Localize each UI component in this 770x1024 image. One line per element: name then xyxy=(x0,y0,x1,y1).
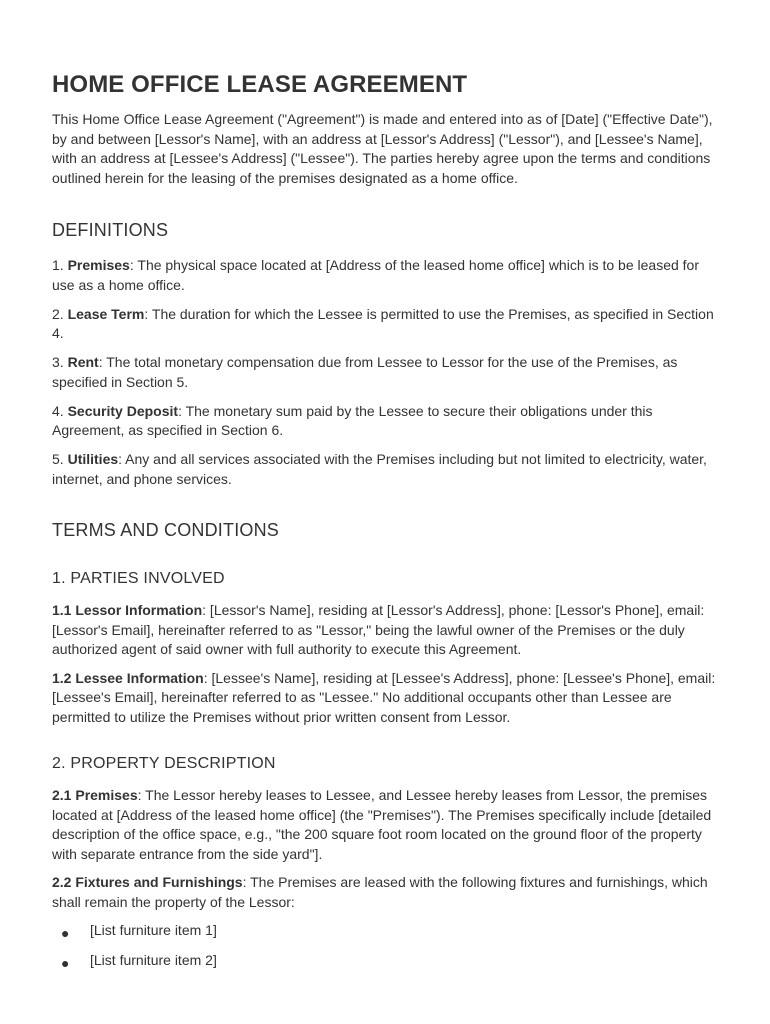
section-2-heading: 2. PROPERTY DESCRIPTION xyxy=(52,755,276,772)
clause-1-2: 1.2 Lessee Information: [Lessee's Name], residing at [Lessee's Address], phone: [Lessee's Phone], email: [Lessee's Email], hereinafter referred to as "Lessee." No additional occupants other than Lessee are permitted to utilize the Premises without prior written consent from Lessor. xyxy=(52,669,716,725)
clause-term: 1.2 Lessee Information xyxy=(52,669,204,686)
clause-term: 2.2 Fixtures and Furnishings xyxy=(52,874,243,890)
terms-heading: TERMS AND CONDITIONS xyxy=(52,520,280,540)
clause-2-1: 2.1 Premises: The Lessor hereby leases to Lessee, and Lessee hereby leases from Lessor, the premises located at [Address of the leased home office] (the "Premises"). The Premises specifically include [detailed description of the office space, e.g., "the 200 square foot room located on the ground floor of the property with separate entrance from the side yard"]. xyxy=(52,787,712,862)
definition-item: 2. Lease Term: The duration for which the Lessee is permitted to use the Premises, as specified in Section 4. xyxy=(52,305,714,341)
definition-item: 3. Rent: The total monetary compensation due from Lessee to Lessor for the use of the Premises, as specified in Section 5. xyxy=(52,354,678,390)
definition-term: Utilities xyxy=(67,451,119,467)
clause-term: 2.1 Premises xyxy=(52,787,138,803)
definitions-list xyxy=(52,256,722,489)
list-item: ● [List furniture item 1] xyxy=(52,921,722,941)
document-page xyxy=(52,70,722,980)
clause-2-2: 2.2 Fixtures and Furnishings: The Premises are leased with the following fixtures and furnishings, which shall remain the property of the Lessor: xyxy=(52,874,708,910)
bullet-icon: ● xyxy=(61,925,70,941)
definitions-heading: DEFINITIONS xyxy=(52,220,169,240)
definition-term: Security Deposit xyxy=(67,402,179,419)
definition-term: Premises xyxy=(67,257,130,273)
furniture-list xyxy=(52,921,722,970)
definition-term: Lease Term xyxy=(67,305,145,322)
clause-term: 1.1 Lessor Information xyxy=(52,602,203,618)
section-2-body xyxy=(52,786,722,912)
definition-term: Rent xyxy=(67,354,99,370)
bullet-icon: ● xyxy=(61,954,70,971)
definition-item: 5. Utilities: Any and all services associated with the Premises including but not limited to electricity, water, internet, and phone services. xyxy=(52,451,707,487)
definition-item: 1. Premises: The physical space located at [Address of the leased home office] which is to be leased for use as a home office. xyxy=(52,257,700,293)
document-title: HOME OFFICE LEASE AGREEMENT xyxy=(52,71,468,98)
section-1-body xyxy=(52,601,722,727)
clause-1-1: 1.1 Lessor Information: [Lessor's Name], residing at [Lessor's Address], phone: [Lessor's Phone], email: [Lessor's Email], hereinafter referred to as "Lessor," being the lawful owner of the Premises or the duly authorized agent of said owner with full authority to execute this Agreement. xyxy=(52,602,705,657)
intro-paragraph: This Home Office Lease Agreement ("Agreement") is made and entered into as of [Date] ("Effective Date"), by and between [Lessor's Name], with an address at [Lessor's Address] ("Lessor"), and [Lessee's Name], with an address at [Lessee's Address] ("Lessee"). The parties hereby agree upon the terms and conditions outlined herein for the leasing of the premises designated as a home office. xyxy=(52,111,713,186)
section-1-heading: 1. PARTIES INVOLVED xyxy=(52,570,225,587)
definition-item: 4. Security Deposit: The monetary sum paid by the Lessee to secure their obligations under this Agreement, as specified in Section 6. xyxy=(52,402,653,438)
list-item: ● [List furniture item 2] xyxy=(52,951,722,971)
